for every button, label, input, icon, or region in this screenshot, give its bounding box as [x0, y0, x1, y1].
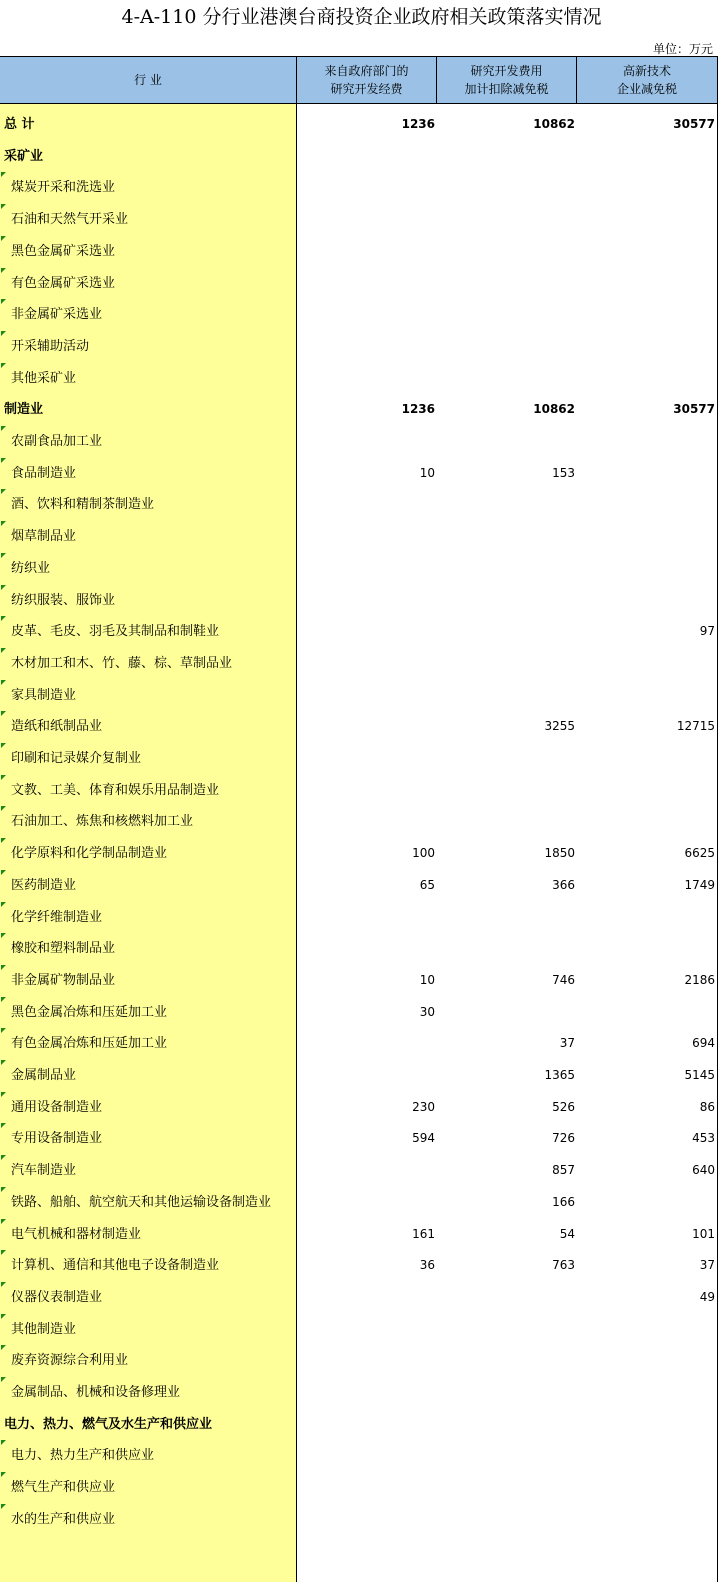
gov-rd-funds-cell	[297, 1155, 437, 1186]
gov-rd-funds-cell	[297, 648, 437, 679]
cell-marker-icon	[1, 1028, 6, 1033]
rd-deduction-cell	[437, 331, 577, 362]
industry-label: 有色金属冶炼和压延加工业	[11, 1036, 168, 1052]
cell-marker-icon	[1, 711, 6, 716]
gov-rd-funds-cell	[297, 141, 437, 172]
cell-marker-icon	[1, 902, 6, 907]
cell-marker-icon	[1, 1092, 6, 1097]
industry-label: 化学原料和化学制品制造业	[11, 846, 168, 862]
rd-deduction-cell: 3255	[544, 719, 575, 734]
gov-rd-funds-cell	[297, 1060, 437, 1091]
cell-marker-icon	[1, 1377, 6, 1382]
rd-deduction-cell	[437, 616, 577, 647]
industry-label: 水的生产和供应业	[11, 1511, 116, 1527]
hightech-tax-cell	[577, 172, 717, 203]
industry-label: 开采辅助活动	[11, 338, 90, 354]
hightech-tax-cell	[577, 1504, 717, 1535]
cell-marker-icon	[1, 680, 6, 685]
hightech-tax-cell	[577, 553, 717, 584]
rd-deduction-cell	[437, 902, 577, 933]
gov-rd-funds-cell: 65	[419, 877, 435, 892]
table-row	[0, 268, 718, 299]
rd-deduction-cell	[437, 489, 577, 520]
gov-rd-funds-cell: 10	[419, 465, 435, 480]
industry-label: 汽车制造业	[11, 1163, 77, 1179]
cell-marker-icon	[1, 521, 6, 526]
hightech-tax-cell: 6625	[684, 846, 715, 861]
gov-rd-funds-cell	[297, 426, 437, 457]
gov-rd-funds-cell	[297, 1440, 437, 1471]
table-row	[0, 141, 718, 172]
gov-rd-funds-cell: 230	[412, 1099, 435, 1114]
table-row	[0, 1092, 718, 1123]
table-row	[0, 236, 718, 267]
industry-label: 家具制造业	[11, 687, 77, 703]
table-row	[0, 331, 718, 362]
cell-marker-icon	[1, 1345, 6, 1350]
cell-marker-icon	[1, 743, 6, 748]
table-row	[0, 616, 718, 647]
hightech-tax-cell: 640	[692, 1163, 715, 1178]
hightech-tax-cell: 49	[699, 1289, 715, 1304]
industry-label: 电气机械和器材制造业	[11, 1226, 142, 1242]
rd-deduction-cell: 10862	[533, 402, 575, 417]
gov-rd-funds-cell	[297, 1377, 437, 1408]
page-title: 4-A-110 分行业港澳台商投资企业政府相关政策落实情况	[121, 6, 602, 28]
gov-rd-funds-cell: 36	[419, 1258, 435, 1273]
gov-rd-funds-cell	[297, 553, 437, 584]
industry-label: 化学纤维制造业	[11, 909, 103, 925]
hightech-tax-cell: 101	[692, 1226, 715, 1241]
table-row	[0, 109, 718, 140]
rd-deduction-cell	[437, 1282, 577, 1313]
gov-rd-funds-cell	[297, 616, 437, 647]
industry-label: 皮革、毛皮、羽毛及其制品和制鞋业	[11, 624, 220, 640]
rd-deduction-cell: 166	[552, 1194, 575, 1209]
gov-rd-funds-cell	[297, 204, 437, 235]
table-row	[0, 394, 718, 425]
table-row	[0, 363, 718, 394]
cell-marker-icon	[1, 1060, 6, 1065]
hightech-tax-cell	[577, 775, 717, 806]
rd-deduction-cell: 526	[552, 1099, 575, 1114]
gov-rd-funds-cell	[297, 299, 437, 330]
gov-rd-funds-cell	[297, 1187, 437, 1218]
cell-marker-icon	[1, 1282, 6, 1287]
gov-rd-funds-cell	[297, 1345, 437, 1376]
hightech-tax-cell	[577, 331, 717, 362]
table-row	[0, 1028, 718, 1059]
rd-deduction-cell	[437, 521, 577, 552]
table-row	[0, 933, 718, 964]
cell-marker-icon	[1, 965, 6, 970]
industry-label: 烟草制品业	[11, 529, 77, 545]
rd-deduction-cell	[437, 806, 577, 837]
rd-deduction-cell	[437, 997, 577, 1028]
gov-rd-funds-cell: 100	[412, 846, 435, 861]
rd-deduction-cell: 763	[552, 1258, 575, 1273]
rd-deduction-cell: 37	[559, 1036, 575, 1051]
cell-marker-icon	[1, 1472, 6, 1477]
header-rd-deduction: 研究开发费用 加计扣除减免税	[464, 64, 549, 96]
industry-label: 废弃资源综合利用业	[11, 1353, 129, 1369]
table-row	[0, 711, 718, 742]
rd-deduction-cell	[437, 1377, 577, 1408]
cell-marker-icon	[1, 585, 6, 590]
hightech-tax-cell	[577, 997, 717, 1028]
table-row	[0, 775, 718, 806]
rd-deduction-cell: 857	[552, 1163, 575, 1178]
gov-rd-funds-cell	[297, 585, 437, 616]
hightech-tax-cell	[577, 933, 717, 964]
gov-rd-funds-cell	[297, 1504, 437, 1535]
rd-deduction-cell	[437, 1409, 577, 1440]
industry-label: 仪器仪表制造业	[11, 1289, 103, 1305]
hightech-tax-cell	[577, 1187, 717, 1218]
cell-marker-icon	[1, 489, 6, 494]
gov-rd-funds-cell	[297, 711, 437, 742]
table-row	[0, 1250, 718, 1281]
cell-marker-icon	[1, 775, 6, 780]
rd-deduction-cell: 1365	[544, 1068, 575, 1082]
cell-marker-icon	[1, 616, 6, 621]
cell-marker-icon	[1, 870, 6, 875]
rd-deduction-cell	[437, 553, 577, 584]
hightech-tax-cell	[577, 458, 717, 489]
cell-marker-icon	[1, 1440, 6, 1445]
table-row	[0, 1472, 718, 1503]
industry-label: 采矿业	[4, 148, 44, 164]
rd-deduction-cell	[437, 236, 577, 267]
hightech-tax-cell	[577, 1440, 717, 1471]
header-industry: 行 业	[134, 73, 162, 87]
gov-rd-funds-cell	[297, 521, 437, 552]
cell-marker-icon	[1, 553, 6, 558]
hightech-tax-cell	[577, 363, 717, 394]
industry-label: 有色金属矿采选业	[11, 275, 116, 291]
table-row	[0, 521, 718, 552]
rd-deduction-cell	[437, 426, 577, 457]
table-row	[0, 172, 718, 203]
rd-deduction-cell	[437, 299, 577, 330]
industry-label: 制造业	[4, 402, 44, 418]
rd-deduction-cell	[437, 1440, 577, 1471]
table-row	[0, 1282, 718, 1313]
table-row	[0, 743, 718, 774]
rd-deduction-cell: 726	[552, 1131, 575, 1146]
table-row	[0, 1504, 718, 1535]
rd-deduction-cell: 10862	[533, 117, 575, 131]
table-row	[0, 1345, 718, 1376]
cell-marker-icon	[1, 1314, 6, 1319]
cell-marker-icon	[1, 299, 6, 304]
table-row	[0, 585, 718, 616]
table-row	[0, 680, 718, 711]
hightech-tax-cell	[577, 426, 717, 457]
industry-label: 电力、热力、燃气及水生产和供应业	[4, 1416, 213, 1432]
rd-deduction-cell	[437, 1345, 577, 1376]
rd-deduction-cell	[437, 363, 577, 394]
rd-deduction-cell	[437, 648, 577, 679]
table-row	[0, 489, 718, 520]
table-row	[0, 299, 718, 330]
rd-deduction-cell	[437, 141, 577, 172]
table-row	[0, 965, 718, 996]
rd-deduction-cell	[437, 680, 577, 711]
industry-label: 专用设备制造业	[11, 1131, 103, 1147]
industry-label: 造纸和纸制品业	[11, 719, 103, 735]
hightech-tax-cell: 37	[699, 1258, 715, 1273]
hightech-tax-cell: 5145	[684, 1068, 715, 1082]
industry-label: 食品制造业	[11, 465, 77, 481]
gov-rd-funds-cell	[297, 268, 437, 299]
gov-rd-funds-cell	[297, 331, 437, 362]
header-hightech-tax: 高新技术 企业减免税	[616, 64, 677, 96]
industry-label: 医药制造业	[11, 877, 77, 893]
hightech-tax-cell: 86	[699, 1099, 715, 1114]
rd-deduction-cell	[437, 204, 577, 235]
gov-rd-funds-cell	[297, 775, 437, 806]
industry-label: 铁路、船舶、航空航天和其他运输设备制造业	[11, 1194, 272, 1210]
header-gov-rd-funds: 来自政府部门的 研究开发经费	[324, 64, 409, 96]
industry-label: 印刷和记录媒介复制业	[11, 751, 142, 766]
hightech-tax-cell	[577, 236, 717, 267]
industry-label: 橡胶和塑料制品业	[11, 941, 116, 957]
gov-rd-funds-cell: 594	[412, 1131, 435, 1146]
cell-marker-icon	[1, 268, 6, 273]
gov-rd-funds-cell	[297, 743, 437, 774]
gov-rd-funds-cell	[297, 236, 437, 267]
gov-rd-funds-cell	[297, 806, 437, 837]
hightech-tax-cell	[577, 585, 717, 616]
hightech-tax-cell: 1749	[684, 877, 715, 892]
table-row	[0, 1219, 718, 1250]
cell-marker-icon	[1, 331, 6, 336]
cell-marker-icon	[1, 838, 6, 843]
cell-marker-icon	[1, 1504, 6, 1509]
cell-marker-icon	[1, 458, 6, 463]
industry-label: 金属制品业	[11, 1068, 77, 1083]
table-row	[0, 902, 718, 933]
hightech-tax-cell	[577, 743, 717, 774]
gov-rd-funds-cell	[297, 1282, 437, 1313]
industry-label: 纺织业	[11, 560, 51, 576]
hightech-tax-cell	[577, 680, 717, 711]
cell-marker-icon	[1, 1250, 6, 1255]
industry-label: 计算机、通信和其他电子设备制造业	[11, 1258, 220, 1274]
industry-label: 其他制造业	[11, 1321, 77, 1337]
gov-rd-funds-cell	[297, 1028, 437, 1059]
industry-label: 非金属矿采选业	[11, 307, 103, 323]
hightech-tax-cell: 30577	[673, 402, 715, 417]
gov-rd-funds-cell	[297, 489, 437, 520]
table-row	[0, 1060, 718, 1091]
industry-label: 金属制品、机械和设备修理业	[11, 1385, 181, 1400]
hightech-tax-cell: 30577	[673, 117, 715, 131]
hightech-tax-cell: 12715	[676, 719, 715, 734]
gov-rd-funds-cell	[297, 172, 437, 203]
rd-deduction-cell	[437, 268, 577, 299]
industry-label: 木材加工和木、竹、藤、棕、草制品业	[11, 655, 233, 671]
industry-label: 总 计	[4, 117, 35, 132]
gov-rd-funds-cell: 10	[419, 972, 435, 987]
table-row	[0, 553, 718, 584]
gov-rd-funds-cell	[297, 902, 437, 933]
hightech-tax-cell	[577, 141, 717, 172]
industry-label: 非金属矿物制品业	[11, 972, 116, 988]
gov-rd-funds-cell	[297, 680, 437, 711]
gov-rd-funds-cell: 1236	[401, 117, 435, 131]
gov-rd-funds-cell: 1236	[401, 402, 435, 417]
table-row	[0, 1377, 718, 1408]
hightech-tax-cell	[577, 1409, 717, 1440]
hightech-tax-cell	[577, 268, 717, 299]
table-row	[0, 997, 718, 1028]
gov-rd-funds-cell	[297, 1409, 437, 1440]
cell-marker-icon	[1, 1187, 6, 1192]
gov-rd-funds-cell	[297, 363, 437, 394]
table-row	[0, 426, 718, 457]
industry-label: 煤炭开采和洗选业	[11, 180, 116, 196]
gov-rd-funds-cell	[297, 1472, 437, 1503]
industry-label: 纺织服装、服饰业	[11, 592, 116, 608]
table-row	[0, 648, 718, 679]
rd-deduction-cell: 54	[559, 1226, 575, 1241]
cell-marker-icon	[1, 648, 6, 653]
hightech-tax-cell: 97	[699, 624, 715, 639]
cell-marker-icon	[1, 426, 6, 431]
rd-deduction-cell	[437, 1504, 577, 1535]
cell-marker-icon	[1, 204, 6, 209]
gov-rd-funds-cell: 30	[419, 1004, 435, 1019]
hightech-tax-cell	[577, 1472, 717, 1503]
industry-label: 文教、工美、体育和娱乐用品制造业	[11, 782, 220, 798]
cell-marker-icon	[1, 1219, 6, 1224]
hightech-tax-cell	[577, 204, 717, 235]
industry-label: 农副食品加工业	[11, 434, 103, 449]
rd-deduction-cell	[437, 1472, 577, 1503]
table-row	[0, 838, 718, 869]
hightech-tax-cell	[577, 648, 717, 679]
hightech-tax-cell: 694	[692, 1036, 715, 1051]
hightech-tax-cell	[577, 1345, 717, 1376]
table-row	[0, 1409, 718, 1440]
cell-marker-icon	[1, 806, 6, 811]
table-row	[0, 1155, 718, 1186]
industry-label: 黑色金属矿采选业	[11, 243, 116, 259]
table-row	[0, 1440, 718, 1471]
table-row	[0, 870, 718, 901]
cell-marker-icon	[1, 933, 6, 938]
gov-rd-funds-cell	[297, 933, 437, 964]
cell-marker-icon	[1, 997, 6, 1002]
rd-deduction-cell: 1850	[544, 846, 575, 861]
rd-deduction-cell	[437, 1314, 577, 1345]
table-row	[0, 1187, 718, 1218]
industry-label: 通用设备制造业	[11, 1099, 103, 1115]
table-row	[0, 1314, 718, 1345]
hightech-tax-cell	[577, 489, 717, 520]
industry-label: 黑色金属冶炼和压延加工业	[11, 1004, 168, 1020]
rd-deduction-cell: 153	[552, 465, 575, 480]
unit-label: 单位：万元	[652, 42, 713, 56]
rd-deduction-cell	[437, 172, 577, 203]
table-row	[0, 204, 718, 235]
table-row	[0, 458, 718, 489]
hightech-tax-cell	[577, 902, 717, 933]
industry-label: 石油和天然气开采业	[11, 212, 129, 228]
hightech-tax-cell: 453	[692, 1131, 715, 1146]
gov-rd-funds-cell	[297, 1314, 437, 1345]
rd-deduction-cell	[437, 775, 577, 806]
hightech-tax-cell	[577, 1377, 717, 1408]
industry-label: 其他采矿业	[11, 370, 77, 386]
industry-label: 燃气生产和供应业	[11, 1480, 116, 1496]
cell-marker-icon	[1, 1123, 6, 1128]
rd-deduction-cell	[437, 585, 577, 616]
hightech-tax-cell	[577, 1314, 717, 1345]
rd-deduction-cell	[437, 933, 577, 964]
hightech-tax-cell	[577, 806, 717, 837]
hightech-tax-cell	[577, 299, 717, 330]
rd-deduction-cell: 366	[552, 877, 575, 892]
cell-marker-icon	[1, 236, 6, 241]
industry-label: 酒、饮料和精制茶制造业	[11, 497, 155, 513]
rd-deduction-cell	[437, 743, 577, 774]
gov-rd-funds-cell: 161	[412, 1226, 435, 1241]
rd-deduction-cell: 746	[552, 972, 575, 987]
industry-label: 石油加工、炼焦和核燃料加工业	[11, 814, 194, 830]
cell-marker-icon	[1, 1155, 6, 1160]
industry-label: 电力、热力生产和供应业	[11, 1448, 155, 1464]
hightech-tax-cell	[577, 521, 717, 552]
table-row	[0, 1123, 718, 1154]
table-row	[0, 806, 718, 837]
cell-marker-icon	[1, 172, 6, 177]
hightech-tax-cell: 2186	[684, 972, 715, 987]
cell-marker-icon	[1, 363, 6, 368]
